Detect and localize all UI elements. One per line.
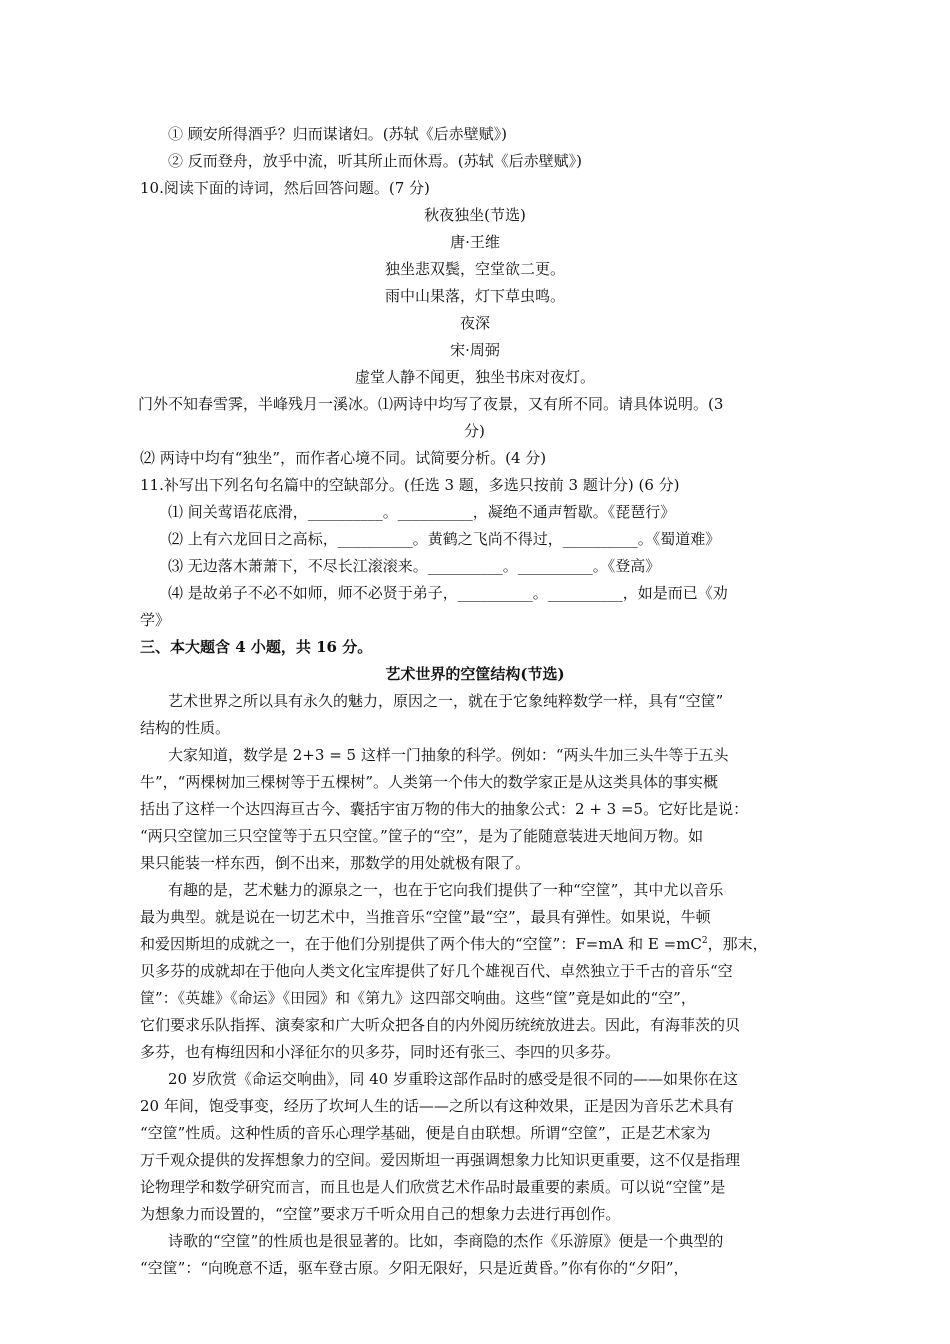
paragraph-line: 筐”：《英雄》《命运》《田园》和《第九》这四部交响曲。这些“筐”竟是如此的“空”， bbox=[140, 989, 696, 1007]
section-3-heading: 三、本大题含 4 小题，共 16 分。 bbox=[140, 638, 373, 656]
poem-1-title: 秋夜独坐(节选) bbox=[424, 206, 526, 224]
paragraph-line: 论物理学和数学研究而言，而且也是人们欣赏艺术作品时最重要的素质。可以说“空筐”是 bbox=[140, 1178, 726, 1196]
poem-2-author: 宋·周弼 bbox=[450, 341, 500, 359]
quote-line-2: ② 反而登舟，放乎中流，听其所止而休焉。(苏轼《后赤壁赋》) bbox=[168, 152, 582, 170]
paragraph-line: 为想象力而设置的，“空筐”要求万千听众用自己的想象力去进行再创作。 bbox=[140, 1205, 621, 1223]
superscript-2: 2 bbox=[701, 936, 708, 946]
formula-text-b: ，那末， bbox=[707, 935, 768, 953]
quote-line-1: ① 顾安所得酒乎？归而谋诸妇。(苏轼《后赤壁赋》) bbox=[168, 125, 507, 143]
paragraph-line: “空筐”：“向晚意不适，驱车登古原。夕阳无限好，只是近黄昏。”你有你的“夕阳”， bbox=[140, 1259, 689, 1277]
question-11-heading: 11.补写出下列名句名篇中的空缺部分。(任选 3 题，多选只按前 3 题计分) (6 分) bbox=[140, 476, 680, 494]
paragraph-line: 20 年间，饱受事变，经历了坎坷人生的话——之所以有这种效果，正是因为音乐艺术具有 bbox=[140, 1097, 734, 1115]
paragraph-line: 果只能装一样东西，倒不出来，那数学的用处就极有限了。 bbox=[140, 854, 531, 872]
fill-in-3: ⑶ 无边落木萧萧下，不尽长江滚滚来。__________。__________。《登高》 bbox=[168, 557, 661, 575]
paragraph-line: 艺术世界之所以具有永久的魅力，原因之一，就在于它象纯粹数学一样，具有“空筐” bbox=[168, 692, 724, 710]
paragraph-line: 多芬，也有梅纽因和小泽征尔的贝多芬，同时还有张三、李四的贝多芬。 bbox=[140, 1043, 621, 1061]
poem-1-line-1: 独坐悲双鬓，空堂欲二更。 bbox=[384, 260, 565, 278]
poem-2-title: 夜深 bbox=[459, 314, 490, 332]
article-title: 艺术世界的空筐结构(节选) bbox=[385, 665, 565, 683]
paragraph-line: 牛”，“两棵树加三棵树等于五棵树”。人类第一个伟大的数学家正是从这类具体的事实概 bbox=[140, 773, 719, 791]
poem-1-author: 唐·王维 bbox=[450, 233, 500, 251]
paragraph-line: 20 岁欣赏《命运交响曲》，同 40 岁重聆这部作品时的感受是很不同的——如果你在这 bbox=[168, 1070, 738, 1088]
fill-in-2: ⑵ 上有六龙回日之高标，__________。黄鹤之飞尚不得过，__________。《蜀道难》 bbox=[168, 530, 721, 548]
fill-in-1: ⑴ 间关莺语花底滑，__________。__________，凝绝不通声暂歇。《琵琶行》 bbox=[168, 503, 676, 521]
paragraph-line-formula bbox=[140, 934, 768, 954]
fill-in-4-continued: 学》 bbox=[140, 611, 171, 629]
formula-text-a: 和爱因斯坦的成就之一，在于他们分别提供了两个伟大的“空筐”：F=mA 和 E =mC bbox=[140, 935, 702, 953]
paragraph-line: 贝多芬的成就却在于他向人类文化宝库提供了好几个雄视百代、卓然独立于千古的音乐“空 bbox=[140, 962, 733, 980]
paragraph-line: 它们要求乐队指挥、演奏家和广大听众把各自的内外阅历统统放进去。因此，有海菲茨的贝 bbox=[140, 1016, 741, 1034]
paragraph-line: 诗歌的“空筐”的性质也是很显著的。比如，李商隐的杰作《乐游原》便是一个典型的 bbox=[168, 1232, 724, 1250]
paragraph-line: 万千观众提供的发挥想象力的空间。爱因斯坦一再强调想象力比知识更重要，这不仅是指理 bbox=[140, 1151, 741, 1169]
poem-1-line-2: 雨中山果落，灯下草虫鸣。 bbox=[384, 287, 565, 305]
poem-2-line-1: 虚堂人静不闻更，独坐书床对夜灯。 bbox=[354, 368, 595, 386]
question-10-heading: 10.阅读下面的诗词，然后回答问题。(7 分) bbox=[140, 179, 430, 197]
paragraph-line: 有趣的是，艺术魅力的源泉之一，也在于它向我们提供了一种“空筐”，其中尤以音乐 bbox=[168, 881, 724, 899]
paragraph-line: “空筐”性质。这种性质的音乐心理学基础，便是自由联想。所谓“空筐”，正是艺术家为 bbox=[140, 1124, 711, 1142]
paragraph-line: 结构的性质。 bbox=[140, 719, 231, 737]
poem-2-line-2-and-q1: 门外不知春雪霁，半峰残月一溪冰。⑴两诗中均写了夜景，又有所不同。请具体说明。(3 bbox=[138, 395, 724, 413]
paragraph-line: “两只空筐加三只空筐等于五只空筐。”筐子的“空”，是为了能随意装进天地间万物。如 bbox=[140, 827, 704, 845]
q1-continued: 分) bbox=[464, 422, 485, 440]
fill-in-4: ⑷ 是故弟子不必不如师，师不必贤于弟子，__________。__________，如是而已《劝 bbox=[168, 584, 728, 602]
q2-text: ⑵ 两诗中均有“独坐”，而作者心境不同。试简要分析。(4 分) bbox=[140, 449, 547, 467]
paragraph-line: 最为典型。就是说在一切艺术中，当推音乐“空筐”最“空”，最具有弹性。如果说，牛顿 bbox=[140, 908, 711, 926]
paragraph-line: 大家知道，数学是 2+3 = 5 这样一门抽象的科学。例如：“两头牛加三头牛等于五头 bbox=[168, 746, 729, 764]
paragraph-line: 括出了这样一个达四海亘古今、囊括宇宙万物的伟大的抽象公式：2 + 3 =5。它好比是说： bbox=[140, 800, 749, 818]
